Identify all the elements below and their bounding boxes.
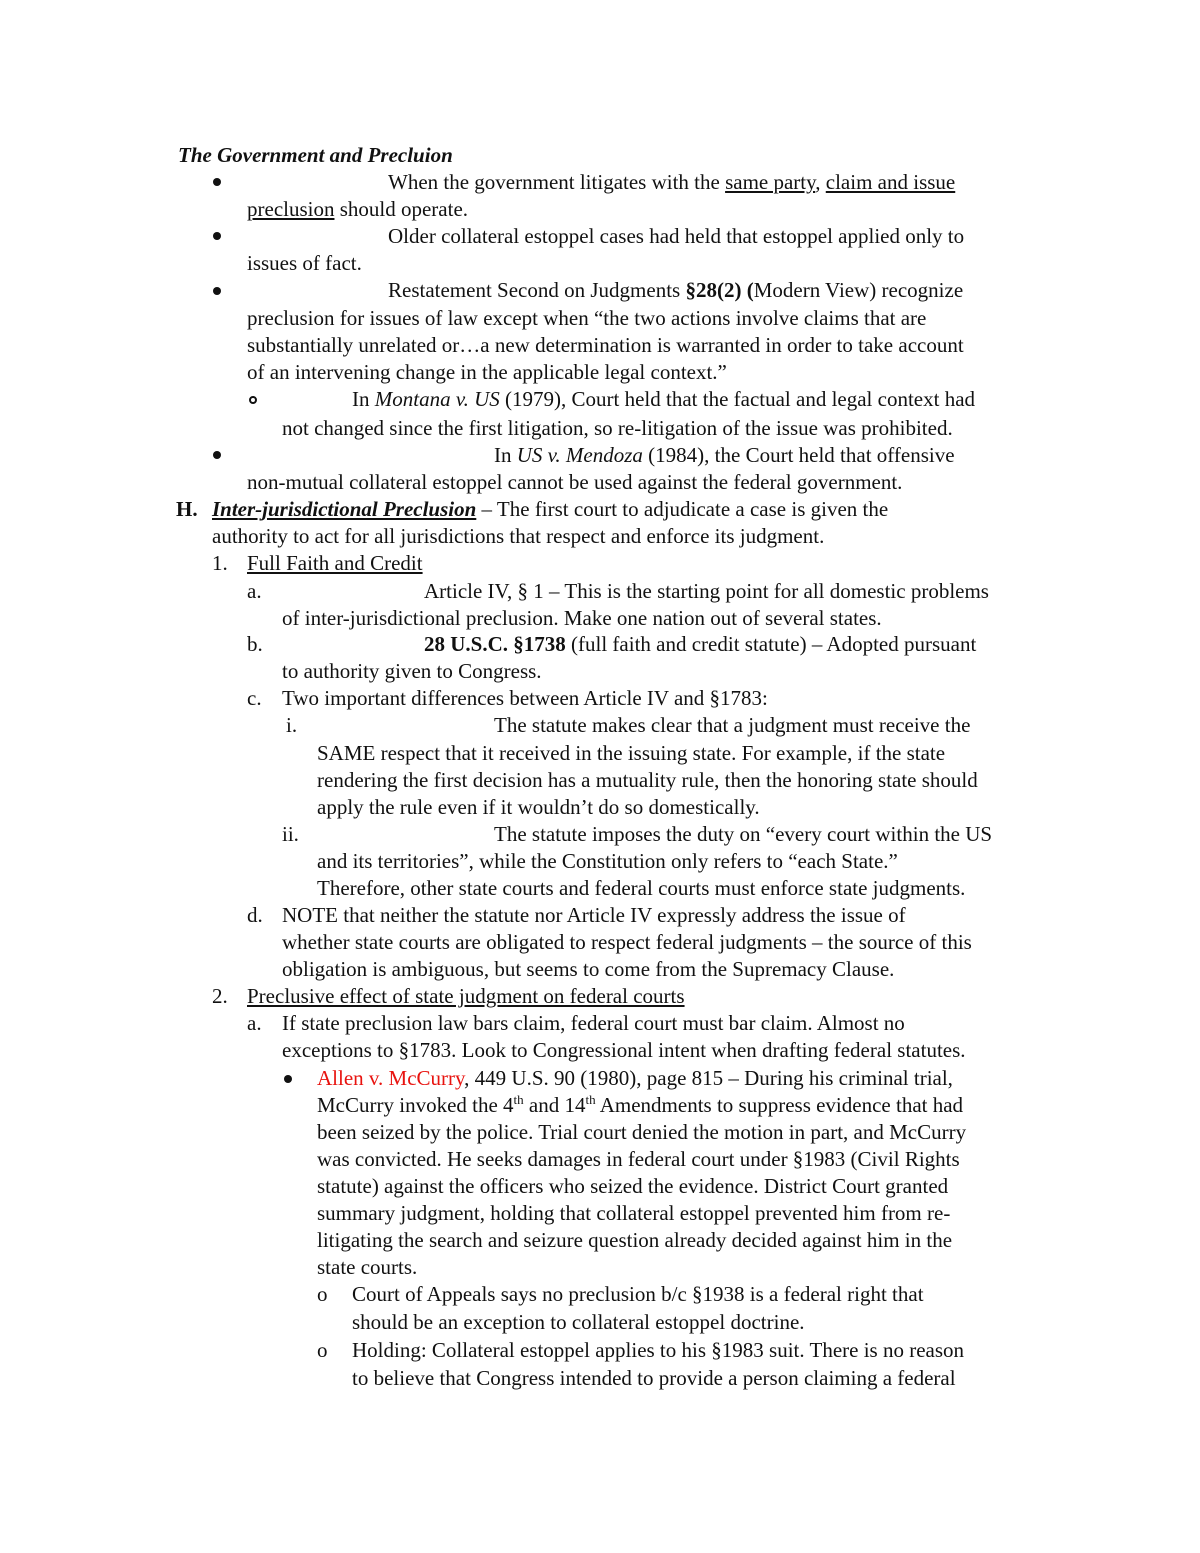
gov-bullet-2-line-2: issues of fact.	[247, 251, 362, 275]
item-1cii-marker: ii.	[282, 822, 299, 846]
underlined-term: claim and issue	[825, 170, 956, 194]
section-h-line-1	[212, 496, 888, 523]
text: – The first court to adjudicate a case is given the	[476, 497, 889, 521]
gov-bullet-2-line-1: Older collateral estoppel cases had held that estoppel applied only to	[388, 224, 965, 248]
bullet-icon	[284, 1075, 292, 1083]
item-1cii-line-3: Therefore, other state courts and federal courts must enforce state judgments.	[317, 876, 966, 900]
text: In	[352, 387, 375, 411]
case-name: US v. Mendoza	[516, 443, 643, 467]
item-1a-line-1: Article IV, § 1 – This is the starting point for all domestic problems	[424, 579, 989, 603]
text: Amendments to suppress evidence that had	[595, 1093, 964, 1117]
item-1b-line-1	[424, 631, 976, 658]
item-2-marker: 2.	[212, 984, 228, 1008]
gov-bullet-3-line-1	[388, 277, 963, 304]
sub-bullet-o-marker: o	[317, 1282, 328, 1306]
item-1ci-marker: i.	[286, 713, 298, 737]
section-h-title: Inter-jurisdictional Preclusion	[212, 497, 477, 521]
gov-bullet-3-line-4: of an intervening change in the applicable legal context.”	[247, 360, 727, 384]
mendoza-line-1	[494, 442, 955, 469]
section-heading: The Government and Precluion	[178, 143, 453, 167]
text: (1984), the Court held that offensive	[642, 443, 955, 467]
montana-line-1	[352, 386, 975, 413]
allen-line-4: was convicted. He seeks damages in federal court under §1983 (Civil Rights	[317, 1147, 960, 1171]
section-ref: §28(2) (	[685, 278, 754, 302]
item-1a-marker: a.	[247, 579, 262, 603]
item-1ci-line-3: rendering the first decision has a mutuality rule, then the honoring state should	[317, 768, 978, 792]
section-h-marker: H.	[176, 497, 198, 521]
bullet-icon	[213, 232, 221, 240]
bullet-icon	[213, 178, 221, 186]
court-of-appeals-line-1: Court of Appeals says no preclusion b/c §1938 is a federal right that	[352, 1282, 924, 1306]
allen-line-6: summary judgment, holding that collateral estoppel prevented him from re-	[317, 1201, 951, 1225]
allen-line-3: been seized by the police. Trial court denied the motion in part, and McCurry	[317, 1120, 967, 1144]
gov-bullet-3-line-2: preclusion for issues of law except when “the two actions involve claims that are	[247, 306, 927, 330]
text: McCurry invoked the 4	[317, 1093, 514, 1117]
text: (1979), Court held that the factual and legal context had	[499, 387, 976, 411]
item-1d-line-1: NOTE that neither the statute nor Article IV expressly address the issue of	[282, 903, 906, 927]
item-1b-marker: b.	[247, 632, 263, 656]
item-1-title: Full Faith and Credit	[247, 551, 423, 575]
item-1d-line-2: whether state courts are obligated to respect federal judgments – the source of this	[282, 930, 972, 954]
allen-line-5: statute) against the officers who seized the evidence. District Court granted	[317, 1174, 949, 1198]
item-2a-line-2: exceptions to §1783. Look to Congressional intent when drafting federal statutes.	[282, 1038, 966, 1062]
text: Restatement Second on Judgments	[388, 278, 686, 302]
holding-line-2: to believe that Congress intended to provide a person claiming a federal	[352, 1366, 956, 1390]
case-link[interactable]: Allen v. McCurry	[317, 1066, 465, 1090]
item-1a-line-2: of inter-jurisdictional preclusion. Make one nation out of several states.	[282, 606, 882, 630]
text: should operate.	[334, 197, 469, 221]
text: and 14	[523, 1093, 586, 1117]
item-1ci-line-4: apply the rule even if it wouldn’t do so domestically.	[317, 795, 760, 819]
montana-line-2: not changed since the first litigation, so re-litigation of the issue was prohibited.	[282, 416, 953, 440]
underlined-term: same party	[725, 170, 816, 194]
item-1d-line-3: obligation is ambiguous, but seems to come from the Supremacy Clause.	[282, 957, 895, 981]
allen-line-2	[317, 1092, 963, 1119]
holding-line-1: Holding: Collateral estoppel applies to his §1983 suit. There is no reason	[352, 1338, 965, 1362]
item-2-title: Preclusive effect of state judgment on federal courts	[247, 984, 685, 1008]
item-1ci-line-2: SAME respect that it received in the issuing state. For example, if the state	[317, 741, 946, 765]
text: (full faith and credit statute) – Adopted pursuant	[565, 632, 977, 656]
item-1d-marker: d.	[247, 903, 263, 927]
item-1c-line-1: Two important differences between Article IV and §1783:	[282, 686, 768, 710]
text: Modern View) recognize	[753, 278, 964, 302]
text: In	[494, 443, 517, 467]
allen-line-1	[317, 1065, 953, 1092]
item-1cii-line-2: and its territories”, while the Constitution only refers to “each State.”	[317, 849, 898, 873]
gov-bullet-3-line-3: substantially unrelated or…a new determination is warranted in order to take account	[247, 333, 964, 357]
circle-bullet-icon	[249, 396, 257, 404]
section-h-line-2: authority to act for all jurisdictions that respect and enforce its judgment.	[212, 524, 825, 548]
item-1cii-line-1: The statute imposes the duty on “every court within the US	[494, 822, 993, 846]
gov-bullet-1-line-2	[247, 196, 468, 223]
gov-bullet-1-line-1	[388, 169, 955, 196]
superscript: th	[513, 1092, 524, 1107]
text: When the government litigates with the	[388, 170, 726, 194]
underlined-term: preclusion	[247, 197, 335, 221]
case-name: Montana v. US	[374, 387, 500, 411]
item-2a-marker: a.	[247, 1011, 262, 1035]
bullet-icon	[213, 287, 221, 295]
item-1-marker: 1.	[212, 551, 228, 575]
item-1ci-line-1: The statute makes clear that a judgment must receive the	[494, 713, 971, 737]
court-of-appeals-line-2: should be an exception to collateral estoppel doctrine.	[352, 1310, 805, 1334]
item-1c-marker: c.	[247, 686, 262, 710]
bullet-icon	[213, 451, 221, 459]
allen-line-7: litigating the search and seizure question already decided against him in the	[317, 1228, 953, 1252]
text: , 449 U.S. 90 (1980), page 815 – During his criminal trial,	[464, 1066, 953, 1090]
sub-bullet-o-marker: o	[317, 1338, 328, 1362]
text: ,	[815, 170, 826, 194]
allen-line-8: state courts.	[317, 1255, 418, 1279]
item-2a-line-1: If state preclusion law bars claim, federal court must bar claim. Almost no	[282, 1011, 905, 1035]
mendoza-line-2: non-mutual collateral estoppel cannot be used against the federal government.	[247, 470, 903, 494]
item-1b-line-2: to authority given to Congress.	[282, 659, 542, 683]
superscript: th	[585, 1092, 596, 1107]
statute-ref: 28 U.S.C. §1738	[424, 632, 566, 656]
